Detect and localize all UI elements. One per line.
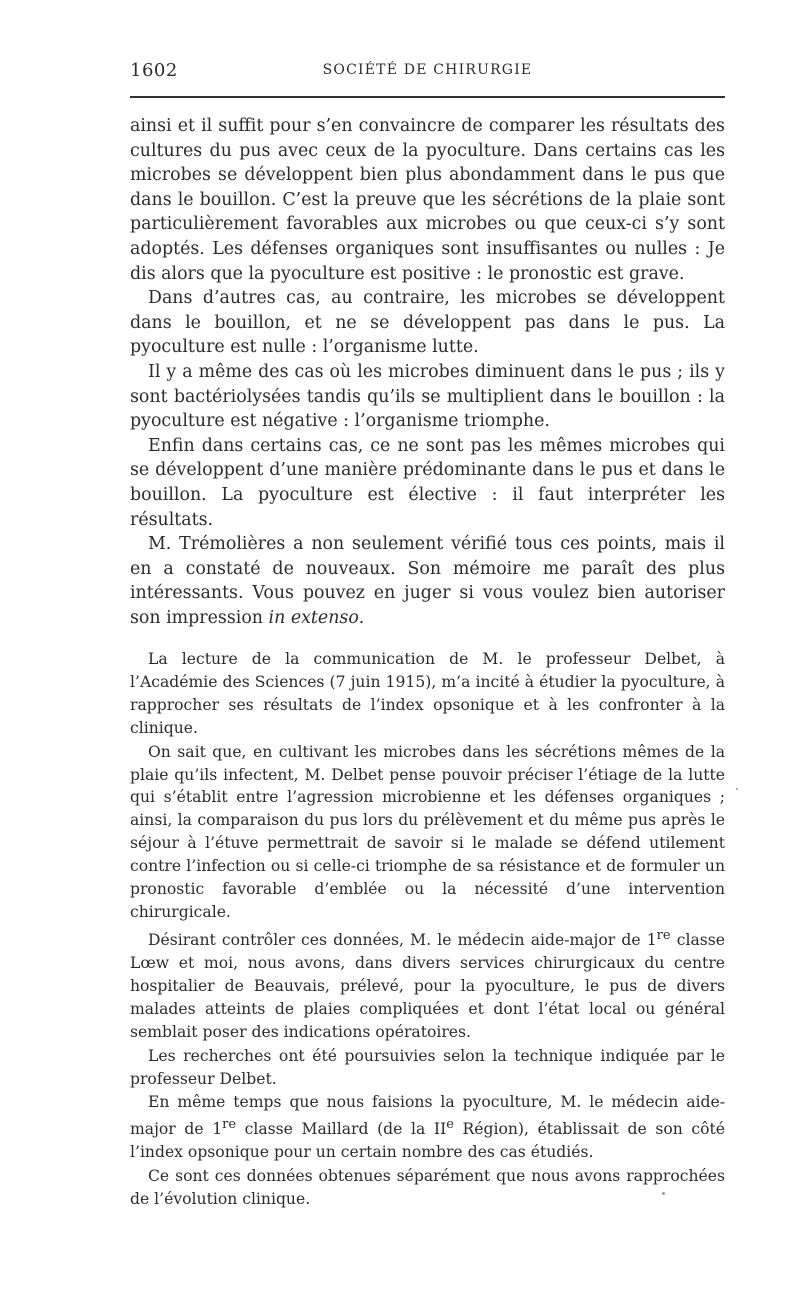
paragraph-text: Région), établissait de son côté l’index opsonique pour un certain nombre des cas étudiés. — [130, 1120, 725, 1162]
paragraph: ainsi et il suffit pour s’en convaincre de comparer les résultats des cultures du pus avec ceux de la pyoculture. Dans certains cas les microbes se développent bien plus abondamment dans le pus que dans le bouillon. C’est la preuve que les sécrétions de la plaie sont particulièrement favorables aux microbes ou que ceux-ci s’y sont adoptés. Les défenses organiques sont insuffisantes ou nulles : Je dis alors que la pyoculture est positive : le pronostic est grave. — [130, 116, 725, 284]
superscript: e — [446, 1117, 454, 1133]
paragraph: Enfin dans certains cas, ce ne sont pas les mêmes microbes qui se développent d’une manière prédominante dans le pus et dans le bouillon. La pyoculture est élective : il faut interpréter les résultats. — [130, 435, 725, 530]
page-header — [130, 54, 725, 90]
paragraph: Les recherches ont été poursuivies selon la technique indiquée par le professeur Delbet. — [130, 1046, 725, 1088]
paragraph: Dans d’autres cas, au contraire, les microbes se développent dans le bouillon, et ne se développent pas dans le pus. La pyoculture est nulle : l’organisme lutte. — [130, 288, 725, 358]
paragraph: La lecture de la communication de M. le professeur Delbet, à l’Académie des Sciences (7 juin 1915), m’a incité à étudier la pyoculture, à rapprocher ses résultats de l’index opsonique et à les confronter à la clinique. — [130, 650, 725, 737]
italic-phrase: in extenso — [268, 607, 359, 628]
paragraph — [130, 532, 725, 630]
paragraph-text: M. Trémolières a non seulement vérifié tous ces points, mais il en a constaté de nouveaux. Son mémoire me paraît des plus intéressants. Vous pouvez en juger si vous voulez bien autoriser son impression — [130, 534, 725, 628]
paragraph-text: En même temps que nous faisions la pyoculture, M. le médecin aide-major de 1 — [130, 1093, 725, 1139]
paragraph-end: . — [358, 607, 365, 628]
body-text-main — [130, 114, 725, 630]
paragraph: Ce sont ces données obtenues séparément que nous avons rapprochées de l’évolution clinique. — [130, 1167, 725, 1209]
paragraph-text: classe Maillard (de la II — [236, 1120, 447, 1139]
paragraph: Il y a même des cas où les microbes diminuent dans le pus ; ils y sont bactériolysées tandis qu’ils se multiplient dans le bouillon : la pyoculture est négative : l’organisme triomphe. — [130, 361, 725, 432]
paragraph — [130, 1091, 725, 1164]
superscript: re — [222, 1117, 237, 1133]
paragraph — [130, 925, 725, 1044]
superscript: re — [656, 927, 671, 943]
paragraph-text: classe Lœw et moi, nous avons, dans divers services chirurgicaux du centre hospitalier de Beauvais, prélevé, pour la pyoculture, le pus de divers malades atteints de plaies compliquées et dont l’état local ou général semblait poser des indications opératoires. — [130, 931, 725, 1041]
paper-speck — [736, 788, 738, 790]
page-number: 1602 — [130, 60, 178, 81]
header-rule — [130, 96, 725, 98]
paper-speck — [662, 1192, 665, 1195]
running-head: SOCIÉTÉ DE CHIRURGIE — [322, 62, 533, 78]
body-text-memoir — [130, 648, 725, 1211]
paragraph-text: Désirant contrôler ces données, M. le médecin aide-major de 1 — [148, 931, 657, 950]
paragraph: On sait que, en cultivant les microbes dans les sécrétions mêmes de la plaie qu’ils infectent, M. Delbet pense pouvoir préciser l’étiage de la lutte qui s’établit entre l’agression microbienne et les défenses organiques ; ainsi, la comparaison du pus lors du prélèvement et du même pus après le séjour à l’étuve permettrait de savoir si le malade se défend utilement contre l’infection ou si celle-ci triomphe de sa résistance et de formuler un pronostic favorable d’emblée ou la nécessité d’une intervention chirurgicale. — [130, 742, 725, 921]
